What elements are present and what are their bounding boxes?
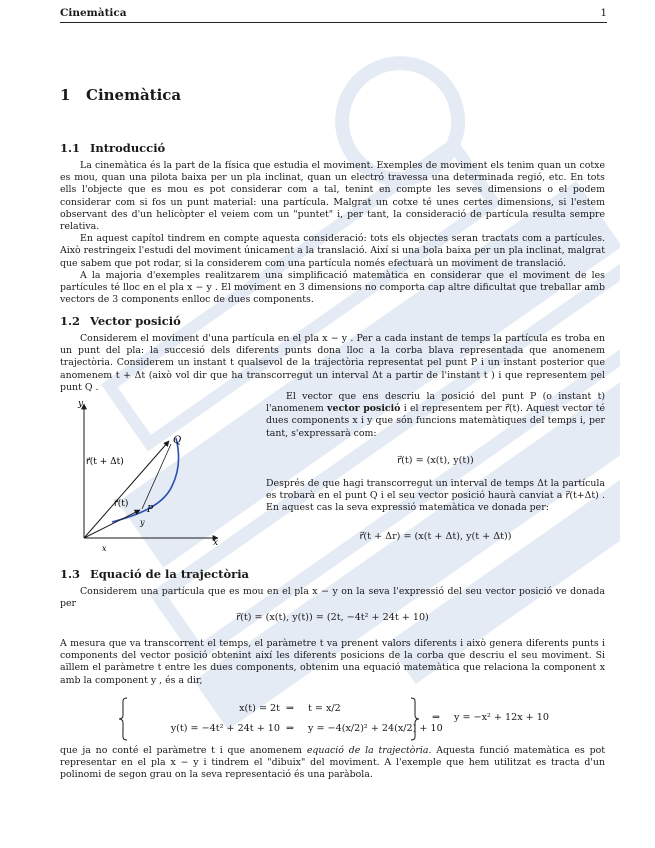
trajectory-text (60, 638, 605, 687)
system-line-2-right: y = −4(x/2)² + 24(x/2) + 10 (308, 723, 443, 734)
position-vector-intro (60, 333, 605, 394)
page-number: 1 (600, 7, 607, 19)
section-number: 1 (60, 86, 71, 104)
y-component-label: y (140, 518, 145, 527)
subsection-number: 1.1 (60, 141, 81, 155)
right-brace (410, 697, 420, 741)
running-header (60, 6, 607, 23)
subsection-title: Equació de la trajectòria (90, 567, 250, 581)
paragraph (60, 745, 605, 782)
paragraph: La cinemàtica és la part de la física que estudia el moviment. Exemples de moviment els tenim quan un cotxe es mou, quan una pilota baixa per un pla inclinat, quan un electró travessa una determinada regió, etc. En tots ells l'objecte que es mou es pot considerar com a tal, tenint en compte les seves dimensions o el podem considerar com si fos un punt material: una partícula. Malgrat un cotxe té unes certes dimensions, si l'estem observant des d'un helicòpter el veiem com un "puntet" i, per tant, la consideració de partícula resulta sempre relativa. (60, 160, 605, 233)
trajectory-curve (112, 438, 179, 522)
section-heading (60, 86, 181, 104)
position-vector-right-column-2 (266, 478, 605, 515)
paragraph: Considerem el moviment d'una partícula en el pla x − y . Per a cada instant de temps la partícula es troba en un punt del pla: la succesió dels diferents punts dona lloc a la corba blava representada que anomenem trajectòria. Considerem un instant t qualsevol de la trajectòria representat pel punt P i un instant posterior que anomenem t + Δt (això vol dir que ha transcorregut un interval Δt a partir de l'instant t ) i que representem pel punt Q . (60, 333, 605, 393)
equation-position-vector: r⃗(t) = (x(t), y(t)) (397, 455, 474, 466)
paragraph: Considerem una partícula que es mou en el pla x − y on la seva l'expressió del seu vector posició ve donada per (60, 586, 605, 610)
position-vector-right-column (266, 391, 605, 440)
implies-arrow: ⇒ (432, 712, 441, 723)
trajectory-conclusion (60, 745, 605, 782)
text-run: El vector que ens descriu la posició del punt P (o instant t) l'anomenem (266, 391, 605, 415)
term-vector-posicio: vector posició (327, 403, 401, 415)
equation-position-vector-later: r⃗(t + Δr) = (x(t + Δt), y(t + Δt)) (359, 531, 512, 542)
implies-arrow: ⇒ (286, 703, 295, 714)
system-line-1-left: x(t) = 2t (239, 703, 280, 714)
text-run: que ja no conté el paràmetre t i que anomenem (60, 745, 303, 756)
intro-text (60, 160, 605, 306)
subsection-heading-position-vector (60, 314, 181, 328)
paragraph (266, 391, 605, 440)
text-run: . Aquesta funció matemàtica es pot representar en el pla x − y i tindrem el "dibuix" del moviment. A l'exemple que hem utilitzat es tracta d'un polinomi de segon grau on la seva representació és una paràbola. (60, 745, 605, 781)
subsection-title: Introducció (90, 141, 166, 155)
y-axis-label: y (78, 399, 84, 409)
subsection-title: Vector posició (90, 314, 181, 328)
x-axis-label: x (213, 538, 219, 548)
vector-r-t (84, 510, 140, 538)
term-equacio-trajectoria: equació de la trajectòria (306, 745, 429, 756)
section-title: Cinemàtica (86, 86, 182, 104)
subsection-number: 1.2 (60, 314, 81, 328)
subsection-number: 1.3 (60, 567, 81, 581)
trajectory-figure (72, 394, 232, 554)
vector-r-t-dt-label: r⃗(t + Δt) (86, 457, 124, 467)
vector-r-t-dt (84, 441, 169, 538)
system-line-1-right: t = x/2 (308, 703, 341, 714)
point-q-label: Q (173, 435, 182, 446)
implies-arrow: ⇒ (286, 723, 295, 734)
displacement-segment (142, 444, 171, 509)
system-line-2-left: y(t) = −4t² + 24t + 10 (170, 723, 280, 734)
running-header-title: Cinemàtica (60, 7, 127, 19)
left-brace (118, 697, 128, 741)
subsection-heading-intro (60, 141, 165, 155)
vector-r-t-label: r⃗(t) (114, 499, 129, 509)
trajectory-intro (60, 586, 605, 610)
equation-example-vector: r⃗(t) = (x(t), y(t)) = (2t, −4t² + 24t + 10) (236, 612, 429, 623)
paragraph: En aquest capítol tindrem en compte aquesta consideració: tots els objectes seran tractats com a partícules. Això restringeix l'estudi del moviment únicament a la translació. Així si una bola baixa per un pla inclinat, malgrat que sabem que pot rodar, si la considerem com una partícula només efectuarà un moviment de translació. (60, 233, 605, 269)
paragraph: A mesura que va transcorrent el temps, el paràmetre t va prenent valors diferents i això genera diferents punts i components del vector posició obtenint així les diferents posicions de la corba que descriu el seu moviment. Si aïllem el paràmetre t entre les dues components, obtenim una equació matemàtica que relaciona la component x amb la component y , és a dir, (60, 638, 605, 686)
subsection-heading-trajectory (60, 567, 249, 581)
trajectory-equation: y = −x² + 12x + 10 (454, 712, 549, 723)
x-component-label: x (102, 544, 107, 553)
paragraph: A la majoria d'exemples realitzarem una simplificació matemàtica en considerar que el moviment de les partícules té lloc en el pla x − y . El moviment en 3 dimensions no comporta cap altre dificultat que treballar amb vectors de 3 components enlloc de dues components. (60, 269, 605, 306)
point-p-label: P (147, 505, 154, 515)
equation-system (118, 697, 578, 741)
paragraph: Després de que hagi transcorregut un interval de temps Δt la partícula es trobarà en el punt Q i el seu vector posició haurà canviat a r⃗(t+Δt) . En aquest cas la seva expressió matemàtica ve donada per: (266, 478, 605, 514)
text-run: i el representem per r⃗(t). Aquest vector té dues components x i y que són funcions matemàtiques del temps i, per tant, s'expressarà com: (266, 403, 606, 439)
